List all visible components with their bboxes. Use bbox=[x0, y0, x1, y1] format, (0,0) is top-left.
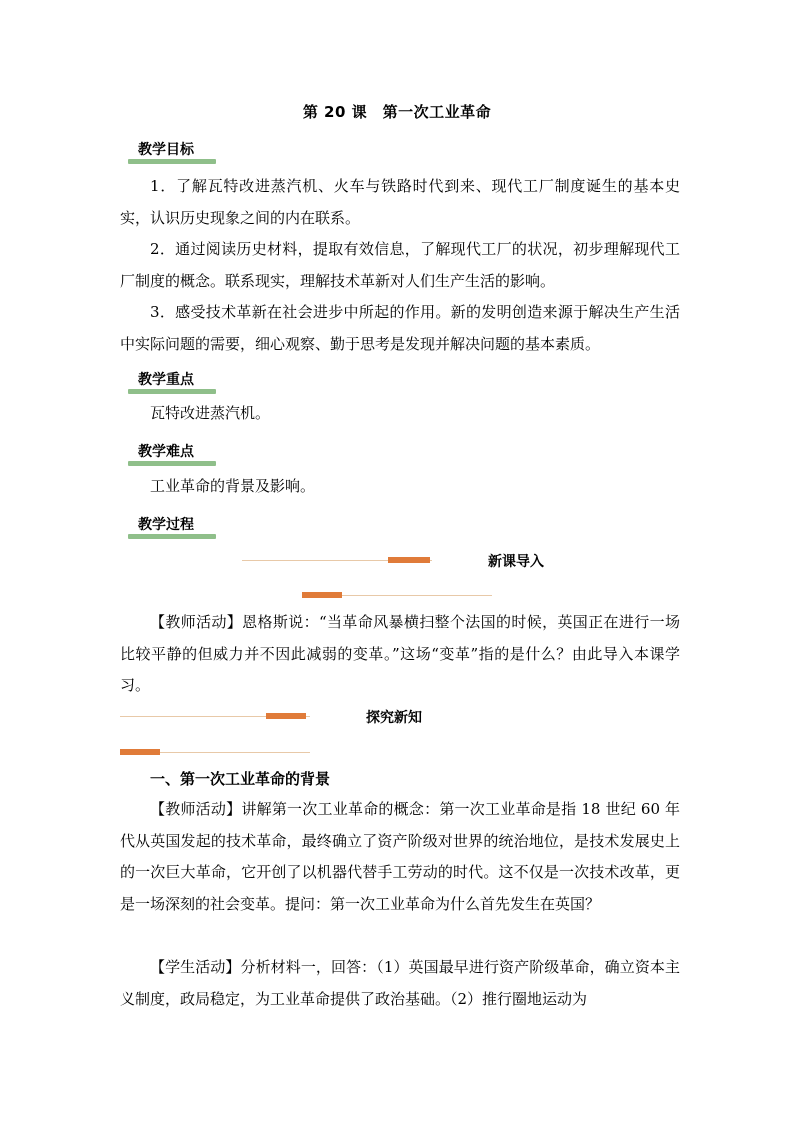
heading-underline-bar bbox=[128, 159, 216, 164]
divider-thick-line bbox=[120, 749, 160, 755]
objectives-heading bbox=[128, 139, 218, 169]
explore-divider bbox=[0, 706, 794, 726]
intro-divider-lower bbox=[0, 586, 794, 606]
heading-underline-bar bbox=[128, 534, 216, 539]
intro-divider bbox=[0, 550, 794, 570]
objective-item-2: 2．通过阅读历史材料，提取有效信息，了解现代工厂的状况，初步理解现代工厂制度的概念。联系现实，理解技术革新对人们生产生活的影响。 bbox=[120, 240, 680, 290]
difficulty-text: 工业革命的背景及影响。 bbox=[150, 477, 316, 495]
process-heading bbox=[128, 514, 218, 544]
difficulty-heading bbox=[128, 441, 218, 471]
heading-underline-bar bbox=[128, 389, 216, 394]
objective-item-1: 1．了解瓦特改进蒸汽机、火车与铁路时代到来、现代工厂制度诞生的基本史实，认识历史现象之间的内在联系。 bbox=[120, 177, 680, 227]
objective-item-3: 3．感受技术革新在社会进步中所起的作用。新的发明创造来源于解决生产生活中实际问题的需要，细心观察、勤于思考是发现并解决问题的基本素质。 bbox=[120, 303, 680, 353]
background-subheading: 一、第一次工业革命的背景 bbox=[150, 770, 331, 788]
key-point-heading bbox=[128, 369, 218, 399]
key-point-text: 瓦特改进蒸汽机。 bbox=[150, 404, 271, 422]
page-title: 第 20 课 第一次工业革命 bbox=[302, 103, 492, 121]
teacher-activity-paragraph: 【教师活动】讲解第一次工业革命的概念：第一次工业革命是指 18 世纪 60 年代从英国发起的技术革命，最终确立了资产阶级对世界的统治地位，是技术发展史上的一次巨大革命，它开创了以机器代替手工劳动的时代。这不仅是一次技术改革，更是一场深刻的社会变革。提问：第一次工业革命为什么首先发生在英国？ bbox=[120, 800, 680, 913]
intro-paragraph: 【教师活动】恩格斯说：“当革命风暴横扫整个法国的时候，英国正在进行一场比较平静的但威力并不因此减弱的变革。”这场“变革”指的是什么？由此导入本课学习。 bbox=[120, 613, 680, 694]
explore-label: 探究新知 bbox=[366, 710, 422, 726]
difficulty-heading-label: 教学难点 bbox=[138, 444, 194, 460]
divider-thick-line bbox=[302, 592, 342, 598]
key-point-heading-label: 教学重点 bbox=[138, 372, 194, 388]
objectives-heading-label: 教学目标 bbox=[138, 142, 194, 158]
divider-thick-line bbox=[266, 713, 306, 719]
student-activity-paragraph: 【学生活动】分析材料一，回答：（1）英国最早进行资产阶级革命，确立资本主义制度，政局稳定，为工业革命提供了政治基础。（2）推行圈地运动为 bbox=[120, 958, 680, 1008]
process-heading-label: 教学过程 bbox=[138, 517, 194, 533]
heading-underline-bar bbox=[128, 461, 216, 466]
intro-label: 新课导入 bbox=[488, 554, 544, 570]
divider-thick-line bbox=[388, 557, 430, 563]
explore-divider-lower bbox=[0, 743, 794, 763]
